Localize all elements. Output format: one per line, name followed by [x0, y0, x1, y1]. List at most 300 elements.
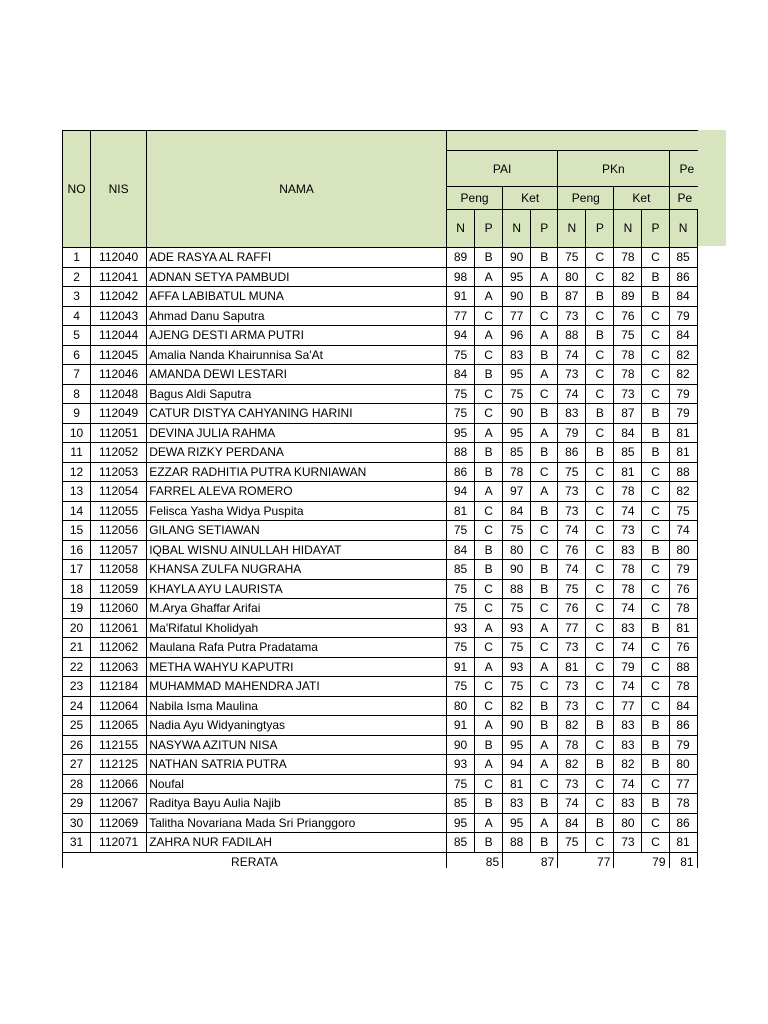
table-row	[63, 638, 699, 658]
table-row	[63, 443, 699, 463]
cell-no: 6	[63, 345, 91, 365]
cell-next-n: 85	[669, 248, 697, 268]
cell-no: 27	[63, 755, 91, 775]
cell-pkn-peng-p: C	[586, 384, 614, 404]
cell-pkn-peng-p: C	[586, 677, 614, 697]
cell-pkn-ket-n: 78	[614, 365, 642, 385]
cell-no: 28	[63, 774, 91, 794]
cell-next-n: 84	[669, 326, 697, 346]
cell-next-cut	[697, 326, 698, 346]
cell-next-cut	[697, 735, 698, 755]
table-row	[63, 774, 699, 794]
cell-next-n: 82	[669, 345, 697, 365]
cell-pai-ket-p: A	[531, 423, 558, 443]
cell-pkn-ket-n: 75	[614, 326, 642, 346]
cell-pai-peng-n: 91	[447, 716, 475, 736]
cell-pkn-ket-n: 87	[614, 404, 642, 424]
cell-next-cut	[697, 657, 698, 677]
header-p: P	[531, 209, 558, 247]
cell-no: 30	[63, 813, 91, 833]
cell-pkn-peng-p: B	[586, 716, 614, 736]
cell-pai-peng-p: A	[475, 423, 503, 443]
table-row	[63, 540, 699, 560]
cell-nis: 112044	[91, 326, 147, 346]
table-row	[63, 521, 699, 541]
header-p: P	[475, 209, 503, 247]
cell-pai-ket-n: 75	[503, 521, 531, 541]
cell-pkn-peng-n: 73	[558, 482, 586, 502]
cell-pai-peng-p: A	[475, 657, 503, 677]
cell-next-cut	[697, 833, 698, 853]
header-n: N	[614, 209, 642, 247]
cell-nis: 112052	[91, 443, 147, 463]
header-pkn-ket: Ket	[614, 187, 669, 209]
cell-pai-ket-n: 90	[503, 716, 531, 736]
cell-pkn-peng-n: 73	[558, 677, 586, 697]
cell-nis: 112056	[91, 521, 147, 541]
cell-pkn-peng-n: 80	[558, 267, 586, 287]
cell-pkn-peng-n: 77	[558, 618, 586, 638]
table-row	[63, 735, 699, 755]
cell-next-n: 81	[669, 833, 697, 853]
table-row	[63, 560, 699, 580]
cell-pai-peng-p: C	[475, 521, 503, 541]
table-row	[63, 794, 699, 814]
cell-next-n: 88	[669, 657, 697, 677]
cell-pai-peng-n: 98	[447, 267, 475, 287]
cell-pkn-ket-n: 85	[614, 443, 642, 463]
avg-pai-ket: 87	[503, 852, 558, 868]
cell-pkn-peng-n: 88	[558, 326, 586, 346]
cell-next-cut	[697, 423, 698, 443]
cell-pkn-peng-p: C	[586, 618, 614, 638]
cell-nama: Amalia Nanda Khairunnisa Sa'At	[147, 345, 447, 365]
cell-pai-peng-p: B	[475, 560, 503, 580]
cell-pkn-peng-p: C	[586, 345, 614, 365]
cell-pai-peng-n: 88	[447, 443, 475, 463]
cell-pkn-ket-p: C	[642, 248, 669, 268]
cell-nis: 112040	[91, 248, 147, 268]
cell-nis: 112055	[91, 501, 147, 521]
cell-next-n: 81	[669, 618, 697, 638]
table-row	[63, 365, 699, 385]
cell-next-n: 77	[669, 774, 697, 794]
cell-nama: NASYWA AZITUN NISA	[147, 735, 447, 755]
cell-pai-ket-p: B	[531, 579, 558, 599]
cell-pai-peng-n: 81	[447, 501, 475, 521]
cell-next-cut	[697, 599, 698, 619]
cell-next-n: 86	[669, 716, 697, 736]
cell-pai-ket-n: 78	[503, 462, 531, 482]
cell-pkn-peng-n: 73	[558, 638, 586, 658]
cell-pai-ket-n: 95	[503, 813, 531, 833]
cell-nis: 112049	[91, 404, 147, 424]
cell-pai-ket-n: 83	[503, 345, 531, 365]
cell-pai-ket-n: 88	[503, 833, 531, 853]
cell-next-cut	[697, 501, 698, 521]
cell-pkn-ket-p: C	[642, 501, 669, 521]
cell-pkn-ket-p: B	[642, 735, 669, 755]
cell-next-cut	[697, 248, 698, 268]
cell-pai-ket-p: A	[531, 267, 558, 287]
header-nis: NIS	[91, 131, 147, 248]
cell-nama: Felisca Yasha Widya Puspita	[147, 501, 447, 521]
cell-pkn-ket-n: 76	[614, 306, 642, 326]
cell-pai-peng-p: A	[475, 618, 503, 638]
cell-pai-peng-n: 75	[447, 521, 475, 541]
cell-pkn-ket-p: B	[642, 267, 669, 287]
table-row	[63, 267, 699, 287]
cell-pkn-ket-p: C	[642, 365, 669, 385]
cell-pkn-peng-p: C	[586, 462, 614, 482]
cell-nama: DEWA RIZKY PERDANA	[147, 443, 447, 463]
cell-nama: ZAHRA NUR FADILAH	[147, 833, 447, 853]
cell-pkn-peng-p: C	[586, 501, 614, 521]
cell-no: 5	[63, 326, 91, 346]
header-next-peng: Pe	[669, 187, 698, 209]
avg-next-n: 81	[669, 852, 697, 868]
cell-pkn-peng-n: 75	[558, 579, 586, 599]
cell-next-n: 79	[669, 735, 697, 755]
cell-pai-ket-n: 96	[503, 326, 531, 346]
cell-no: 17	[63, 560, 91, 580]
cell-pai-peng-n: 85	[447, 833, 475, 853]
cell-pai-ket-n: 75	[503, 638, 531, 658]
cell-pkn-peng-n: 74	[558, 560, 586, 580]
cell-pkn-ket-n: 74	[614, 774, 642, 794]
cell-pkn-ket-n: 83	[614, 716, 642, 736]
cell-no: 3	[63, 287, 91, 307]
cell-pai-peng-p: A	[475, 813, 503, 833]
cell-no: 10	[63, 423, 91, 443]
cell-no: 8	[63, 384, 91, 404]
cell-pai-peng-n: 93	[447, 755, 475, 775]
header-n: N	[669, 209, 697, 247]
cell-nis: 112046	[91, 365, 147, 385]
cell-next-cut	[697, 696, 698, 716]
cell-next-cut	[697, 540, 698, 560]
cell-pai-ket-n: 77	[503, 306, 531, 326]
cell-next-n: 84	[669, 287, 697, 307]
cell-next-cut	[697, 462, 698, 482]
cell-nis: 112064	[91, 696, 147, 716]
cell-nis: 112051	[91, 423, 147, 443]
cell-nis: 112063	[91, 657, 147, 677]
cell-next-n: 79	[669, 560, 697, 580]
cell-pkn-ket-n: 73	[614, 833, 642, 853]
cell-nama: Nadia Ayu Widyaningtyas	[147, 716, 447, 736]
table-row	[63, 404, 699, 424]
cell-pkn-ket-n: 74	[614, 638, 642, 658]
cell-pkn-ket-p: B	[642, 618, 669, 638]
cell-pkn-peng-p: B	[586, 326, 614, 346]
cell-pkn-peng-p: B	[586, 287, 614, 307]
cell-no: 21	[63, 638, 91, 658]
header-subject-group	[447, 131, 699, 151]
header-subject-next: Pe	[669, 151, 698, 187]
cell-pkn-ket-n: 80	[614, 813, 642, 833]
cell-pkn-peng-n: 87	[558, 287, 586, 307]
cell-pkn-ket-n: 83	[614, 794, 642, 814]
cell-nama: KHANSA ZULFA NUGRAHA	[147, 560, 447, 580]
cell-pai-ket-p: A	[531, 735, 558, 755]
cell-pkn-peng-n: 73	[558, 774, 586, 794]
cell-no: 29	[63, 794, 91, 814]
cell-pkn-peng-n: 73	[558, 501, 586, 521]
cell-pkn-peng-n: 73	[558, 696, 586, 716]
cell-pkn-ket-p: C	[642, 345, 669, 365]
cell-nis: 112059	[91, 579, 147, 599]
cell-no: 9	[63, 404, 91, 424]
cell-nis: 112125	[91, 755, 147, 775]
cell-pai-ket-p: C	[531, 306, 558, 326]
cell-no: 19	[63, 599, 91, 619]
cell-pai-peng-p: C	[475, 501, 503, 521]
cell-pai-ket-p: A	[531, 482, 558, 502]
cell-next-cut	[697, 482, 698, 502]
header-subject-pkn: PKn	[558, 151, 669, 187]
cell-next-cut	[697, 521, 698, 541]
cell-pai-peng-n: 75	[447, 404, 475, 424]
cell-nis: 112041	[91, 267, 147, 287]
cell-pkn-ket-n: 83	[614, 540, 642, 560]
cell-no: 15	[63, 521, 91, 541]
cell-pkn-ket-p: C	[642, 696, 669, 716]
cell-no: 2	[63, 267, 91, 287]
cell-pai-ket-n: 84	[503, 501, 531, 521]
header-nama: NAMA	[147, 131, 447, 248]
cell-next-n: 81	[669, 443, 697, 463]
cell-nama: AMANDA DEWI LESTARI	[147, 365, 447, 385]
cell-pkn-ket-n: 79	[614, 657, 642, 677]
table-row	[63, 833, 699, 853]
cell-pai-peng-p: C	[475, 696, 503, 716]
table-row	[63, 755, 699, 775]
cell-next-cut	[697, 345, 698, 365]
cell-pkn-ket-p: C	[642, 579, 669, 599]
table-row	[63, 501, 699, 521]
cell-nama: Talitha Novariana Mada Sri Prianggoro	[147, 813, 447, 833]
cell-pai-ket-n: 95	[503, 267, 531, 287]
cell-no: 14	[63, 501, 91, 521]
cell-next-n: 86	[669, 813, 697, 833]
cell-pkn-ket-p: C	[642, 813, 669, 833]
cell-pkn-peng-p: C	[586, 248, 614, 268]
cell-pai-peng-p: A	[475, 755, 503, 775]
cell-pai-ket-p: B	[531, 443, 558, 463]
cell-pkn-peng-p: C	[586, 657, 614, 677]
cell-nis: 112184	[91, 677, 147, 697]
cell-pai-peng-p: A	[475, 267, 503, 287]
cell-pkn-ket-n: 78	[614, 248, 642, 268]
cell-pkn-ket-p: B	[642, 443, 669, 463]
cell-pkn-ket-p: C	[642, 677, 669, 697]
grade-table-viewport	[62, 130, 698, 868]
cell-pai-peng-p: C	[475, 599, 503, 619]
table-row	[63, 813, 699, 833]
cell-pai-ket-n: 75	[503, 677, 531, 697]
cell-pkn-peng-p: C	[586, 599, 614, 619]
cell-pai-ket-n: 75	[503, 599, 531, 619]
cell-pkn-peng-p: B	[586, 755, 614, 775]
cell-next-n: 74	[669, 521, 697, 541]
cell-pkn-peng-n: 76	[558, 540, 586, 560]
cell-next-cut	[697, 794, 698, 814]
cell-pkn-peng-n: 82	[558, 755, 586, 775]
cell-pai-peng-p: A	[475, 287, 503, 307]
cell-next-n: 79	[669, 306, 697, 326]
cell-pai-ket-p: C	[531, 599, 558, 619]
table-row	[63, 345, 699, 365]
cell-pkn-ket-n: 82	[614, 755, 642, 775]
cell-nama: EZZAR RADHITIA PUTRA KURNIAWAN	[147, 462, 447, 482]
cell-pkn-ket-p: C	[642, 638, 669, 658]
cell-pkn-ket-n: 84	[614, 423, 642, 443]
cell-pai-peng-n: 80	[447, 696, 475, 716]
cell-pai-peng-n: 75	[447, 345, 475, 365]
cell-pai-peng-p: B	[475, 248, 503, 268]
cell-pkn-peng-n: 78	[558, 735, 586, 755]
cell-pkn-ket-n: 82	[614, 267, 642, 287]
cell-pkn-peng-p: C	[586, 560, 614, 580]
cell-pai-ket-p: C	[531, 384, 558, 404]
cell-pai-ket-n: 82	[503, 696, 531, 716]
cell-pai-ket-p: B	[531, 404, 558, 424]
cell-pkn-ket-n: 78	[614, 579, 642, 599]
cell-pai-peng-n: 75	[447, 638, 475, 658]
cell-pkn-peng-p: C	[586, 735, 614, 755]
cell-pai-ket-p: B	[531, 560, 558, 580]
cell-nama: METHA WAHYU KAPUTRI	[147, 657, 447, 677]
cell-no: 13	[63, 482, 91, 502]
cell-no: 11	[63, 443, 91, 463]
grade-table	[62, 130, 698, 868]
cell-pkn-peng-n: 75	[558, 833, 586, 853]
cell-pai-ket-n: 90	[503, 560, 531, 580]
cell-pai-peng-p: A	[475, 326, 503, 346]
cell-next-cut	[697, 384, 698, 404]
cell-pai-peng-p: C	[475, 345, 503, 365]
cell-pai-peng-p: B	[475, 833, 503, 853]
cell-pkn-peng-n: 79	[558, 423, 586, 443]
cell-pkn-ket-n: 78	[614, 345, 642, 365]
header-pkn-peng: Peng	[558, 187, 614, 209]
cell-no: 26	[63, 735, 91, 755]
cell-pai-peng-p: C	[475, 638, 503, 658]
cell-pai-peng-n: 94	[447, 326, 475, 346]
cell-pkn-ket-n: 77	[614, 696, 642, 716]
cell-pai-ket-p: B	[531, 287, 558, 307]
table-row	[63, 482, 699, 502]
table-header	[63, 131, 699, 248]
cell-no: 20	[63, 618, 91, 638]
avg-pkn-ket: 79	[614, 852, 669, 868]
cell-pai-ket-p: A	[531, 618, 558, 638]
cell-pai-peng-n: 75	[447, 384, 475, 404]
cell-pkn-ket-p: C	[642, 384, 669, 404]
cell-pkn-ket-p: B	[642, 540, 669, 560]
cell-nama: IQBAL WISNU AINULLAH HIDAYAT	[147, 540, 447, 560]
cell-pai-peng-p: B	[475, 365, 503, 385]
cell-pai-peng-p: B	[475, 462, 503, 482]
cell-no: 16	[63, 540, 91, 560]
cell-pkn-ket-p: B	[642, 287, 669, 307]
cell-next-cut	[697, 813, 698, 833]
cell-nama: GILANG SETIAWAN	[147, 521, 447, 541]
cell-nama: CATUR DISTYA CAHYANING HARINI	[147, 404, 447, 424]
cell-pai-ket-n: 90	[503, 248, 531, 268]
cell-pkn-peng-p: C	[586, 696, 614, 716]
avg-next-p	[697, 852, 698, 868]
table-row	[63, 423, 699, 443]
cell-nis: 112045	[91, 345, 147, 365]
cell-pai-ket-p: A	[531, 755, 558, 775]
cell-pai-ket-n: 81	[503, 774, 531, 794]
header-subject-pai: PAI	[447, 151, 558, 187]
cell-pai-peng-p: B	[475, 443, 503, 463]
cell-pkn-ket-n: 74	[614, 599, 642, 619]
avg-pai-peng: 85	[447, 852, 503, 868]
cell-nis: 112048	[91, 384, 147, 404]
cell-pkn-ket-p: C	[642, 833, 669, 853]
cell-pai-ket-n: 85	[503, 443, 531, 463]
cell-pai-ket-p: B	[531, 248, 558, 268]
cell-next-cut	[697, 267, 698, 287]
cell-nama: ADNAN SETYA PAMBUDI	[147, 267, 447, 287]
cell-nama: M.Arya Ghaffar Arifai	[147, 599, 447, 619]
cell-pai-ket-p: C	[531, 521, 558, 541]
cell-nama: Bagus Aldi Saputra	[147, 384, 447, 404]
cell-nama: ADE RASYA AL RAFFI	[147, 248, 447, 268]
cell-pai-ket-n: 94	[503, 755, 531, 775]
cell-next-cut	[697, 579, 698, 599]
cell-next-n: 80	[669, 755, 697, 775]
header-n: N	[558, 209, 586, 247]
cell-nama: NATHAN SATRIA PUTRA	[147, 755, 447, 775]
cell-pkn-peng-p: C	[586, 423, 614, 443]
table-row	[63, 696, 699, 716]
cell-pai-ket-p: C	[531, 774, 558, 794]
cell-pkn-peng-n: 73	[558, 365, 586, 385]
cell-pkn-ket-p: C	[642, 599, 669, 619]
cell-next-cut	[697, 404, 698, 424]
cell-no: 25	[63, 716, 91, 736]
cell-pai-peng-p: C	[475, 774, 503, 794]
cell-pkn-ket-n: 74	[614, 677, 642, 697]
cell-pkn-peng-n: 84	[558, 813, 586, 833]
cell-nis: 112042	[91, 287, 147, 307]
cell-pkn-peng-p: B	[586, 404, 614, 424]
cell-pkn-peng-n: 74	[558, 345, 586, 365]
cell-nama: Ahmad Danu Saputra	[147, 306, 447, 326]
cell-nama: AJENG DESTI ARMA PUTRI	[147, 326, 447, 346]
cell-pai-ket-p: B	[531, 716, 558, 736]
cell-next-n: 84	[669, 696, 697, 716]
cell-pkn-peng-n: 82	[558, 716, 586, 736]
cell-pai-peng-n: 75	[447, 677, 475, 697]
cell-pkn-ket-p: C	[642, 521, 669, 541]
cell-next-cut	[697, 638, 698, 658]
cell-nama: DEVINA JULIA RAHMA	[147, 423, 447, 443]
cell-pkn-peng-p: C	[586, 794, 614, 814]
cell-pai-peng-p: C	[475, 384, 503, 404]
table-footer	[63, 852, 699, 868]
cell-pkn-ket-p: C	[642, 326, 669, 346]
cell-pai-peng-n: 93	[447, 618, 475, 638]
cell-no: 4	[63, 306, 91, 326]
cell-pkn-ket-n: 83	[614, 735, 642, 755]
cell-nama: KHAYLA AYU LAURISTA	[147, 579, 447, 599]
